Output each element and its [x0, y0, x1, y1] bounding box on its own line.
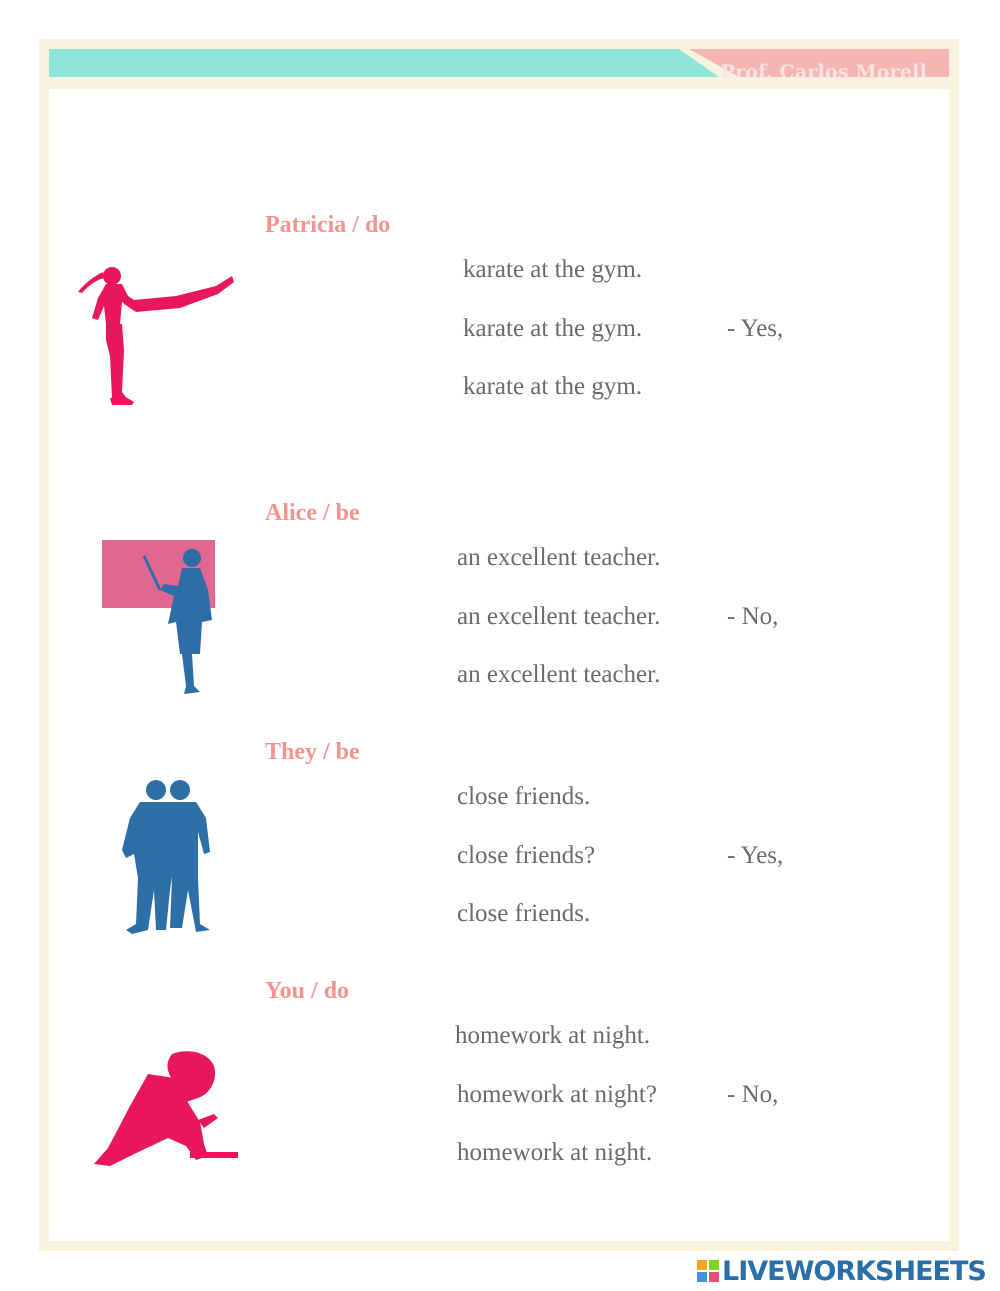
sentence-affirmative: close friends. — [457, 783, 591, 810]
sentence-negative: an excellent teacher. — [457, 661, 661, 688]
liveworksheets-logo-icon — [697, 1260, 719, 1282]
sentence-question: an excellent teacher. — [457, 603, 661, 630]
header-band — [49, 49, 949, 89]
writing-person-silhouette-icon — [90, 1048, 240, 1168]
teacher-at-board-silhouette-icon — [102, 540, 222, 698]
sentence-affirmative: an excellent teacher. — [457, 544, 661, 571]
liveworksheets-brand[interactable] — [697, 1255, 986, 1287]
author-name: Prof. Carlos Morell — [720, 61, 927, 83]
brand-name: LIVEWORKSHEETS — [722, 1255, 986, 1287]
exercise-prompt: They / be — [265, 739, 360, 765]
sentence-question: karate at the gym. — [463, 315, 643, 342]
short-answer: - Yes, — [727, 842, 784, 869]
exercise-prompt: Alice / be — [265, 500, 360, 526]
two-friends-silhouette-icon — [118, 778, 214, 938]
karate-kick-silhouette-icon — [76, 262, 236, 407]
sentence-negative: karate at the gym. — [463, 373, 643, 400]
exercise-prompt: You / do — [265, 978, 350, 1004]
exercise-prompt: Patricia / do — [265, 212, 391, 238]
short-answer: - No, — [727, 603, 779, 630]
short-answer: - Yes, — [727, 315, 784, 342]
sentence-question: close friends? — [457, 842, 596, 869]
sentence-negative: homework at night. — [457, 1139, 653, 1166]
sentence-affirmative: karate at the gym. — [463, 256, 643, 283]
sentence-question: homework at night? — [457, 1081, 657, 1108]
sentence-negative: close friends. — [457, 900, 591, 927]
sentence-affirmative: homework at night. — [455, 1022, 651, 1049]
short-answer: - No, — [727, 1081, 779, 1108]
